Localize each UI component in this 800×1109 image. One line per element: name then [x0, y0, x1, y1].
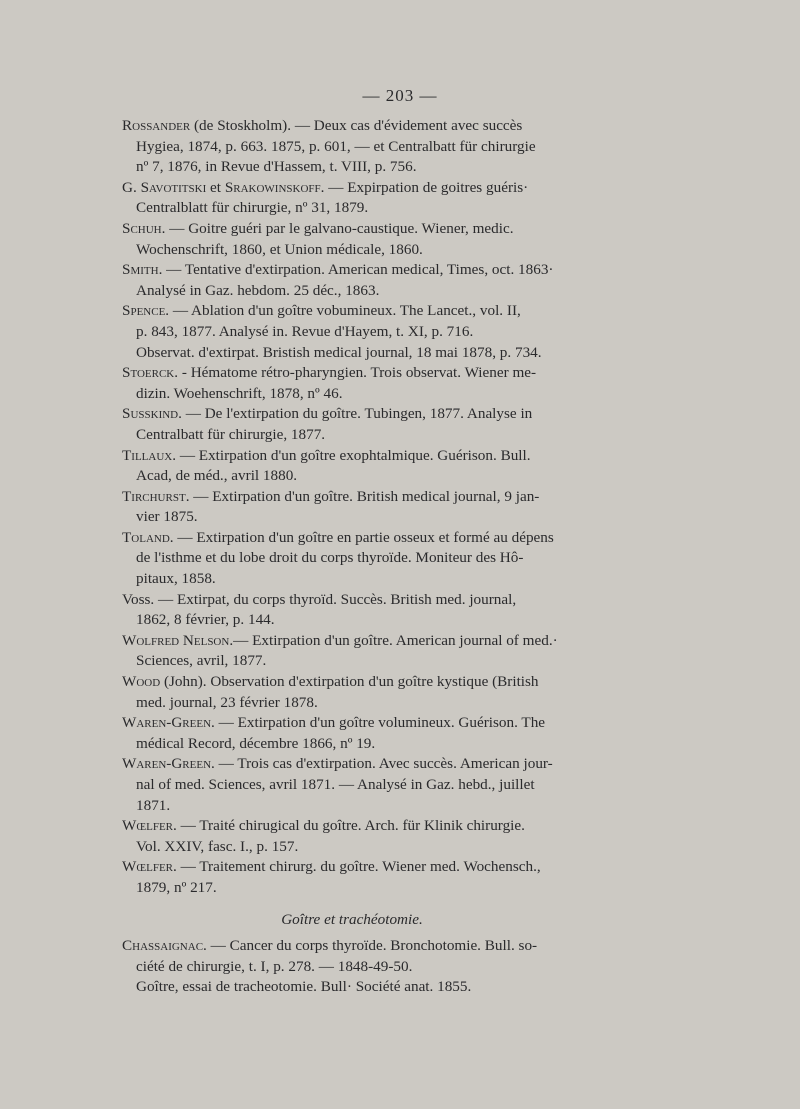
- author-name: Toland: [122, 528, 170, 546]
- entry-line: [122, 569, 582, 590]
- author-name: Waren-Green: [122, 755, 212, 773]
- bibliography-entry: [122, 178, 582, 219]
- entry-text: vier 1875.: [136, 508, 198, 526]
- author-name: Tillaux: [122, 446, 173, 464]
- entry-line: [122, 507, 582, 528]
- entry-line: [122, 977, 582, 998]
- entry-line: [122, 404, 582, 425]
- entry-text: . — Extirpation d'un goître volumineux. Guérison. The: [211, 714, 546, 732]
- entry-text: Centralblatt für chirurgie, nº 31, 1879.: [136, 199, 369, 217]
- entry-text: . - Hématome rétro-pharyngien. Trois observat. Wiener me-: [174, 364, 537, 382]
- author-name: Rossander: [122, 117, 191, 134]
- bibliography-entry: [122, 301, 582, 363]
- entry-text: . — Extirpation d'un goître exophtalmique. Guérison. Bull.: [172, 446, 531, 464]
- entry-text: ciété de chirurgie, t. I, p. 278. — 1848-49-50.: [136, 957, 413, 975]
- entry-text: Acad, de méd., avril 1880.: [136, 467, 298, 485]
- author-name: Wood: [122, 673, 161, 691]
- entry-line: [122, 548, 582, 569]
- page-number: — 203 —: [362, 86, 438, 105]
- entry-line: [122, 343, 582, 364]
- section-heading: Goître et trachéotomie.: [281, 910, 423, 928]
- bibliography-entry: [122, 219, 582, 260]
- bibliography-entry: [122, 590, 582, 631]
- entry-text: Centralbatt für chirurgie, 1877.: [136, 425, 326, 443]
- entry-line: [122, 178, 582, 199]
- entry-text: . — Traitement chirurg. du goître. Wiener med. Wochensch.,: [173, 858, 541, 876]
- author-name: Wolfred Nelson: [122, 631, 230, 649]
- entry-text: . — Goitre guéri par le galvano-caustique. Wiener, medic.: [161, 219, 514, 237]
- entry-text: 1879, nº 217.: [136, 878, 217, 896]
- bibliography-entry: [122, 528, 582, 590]
- entry-line: [122, 240, 582, 261]
- entry-text: p. 843, 1877. Analysé in. Revue d'Hayem, t. XI, p. 716.: [136, 322, 474, 340]
- entry-text: . — Extirpation d'un goître en partie osseux et formé au dépens: [169, 528, 554, 546]
- entry-line: [122, 775, 582, 796]
- entry-line: [122, 936, 582, 957]
- entry-line: [122, 384, 582, 405]
- section-entry: [122, 936, 582, 998]
- author-name: Stoerck: [122, 364, 175, 382]
- entry-text: pitaux, 1858.: [136, 570, 216, 588]
- author-name: Tirchurst: [122, 487, 186, 505]
- entry-line: [122, 590, 582, 611]
- author-name: Smith: [122, 261, 159, 279]
- entry-line: [122, 957, 582, 978]
- bibliography-entry: [122, 672, 582, 713]
- entry-line: [122, 425, 582, 446]
- author-name: Susskind: [122, 405, 179, 423]
- entry-text: Hygiea, 1874, p. 663. 1875, p. 601, — et Centralbatt für chirurgie: [136, 137, 536, 155]
- entry-text: Voss. — Extirpat, du corps thyroïd. Succès. British med. journal,: [122, 590, 517, 608]
- entry-text: 1871.: [136, 796, 171, 814]
- entry-text: dizin. Woehenschrift, 1878, nº 46.: [136, 384, 343, 402]
- entry-line: [122, 816, 582, 837]
- author-name: Savotitski: [140, 178, 207, 196]
- bibliography-entry: [122, 487, 582, 528]
- entry-line: [122, 672, 582, 693]
- entry-line: [122, 837, 582, 858]
- entry-text: Sciences, avril, 1877.: [136, 652, 267, 670]
- entry-text: . — Tentative d'extirpation. American medical, Times, oct. 1863·: [158, 261, 554, 279]
- entry-line: [122, 693, 582, 714]
- entry-line: [122, 610, 582, 631]
- entry-text: G.: [122, 178, 141, 196]
- entry-text: (de Stoskholm). — Deux cas d'évidement avec succès: [190, 117, 523, 134]
- entry-text: . — Expirpation de goitres guéris·: [320, 178, 529, 196]
- author-name: Waren-Green: [122, 714, 212, 732]
- entry-text: . — Trois cas d'extirpation. Avec succès. American jour-: [211, 755, 553, 773]
- entry-line: [122, 734, 582, 755]
- bibliography-entry: [122, 713, 582, 754]
- entry-line: [122, 157, 582, 178]
- author-name: Chassaignac: [122, 937, 204, 955]
- bibliography-entry: [122, 816, 582, 857]
- entry-text: . — Cancer du corps thyroïde. Bronchotomie. Bull. so-: [203, 937, 538, 955]
- bibliography-entry: [122, 631, 582, 672]
- entry-line: [122, 219, 582, 240]
- bibliography-entry: [122, 446, 582, 487]
- entry-line: [122, 754, 582, 775]
- entry-text: Analysé in Gaz. hebdom. 25 déc., 1863.: [136, 281, 380, 299]
- author-name: Schuh: [122, 219, 162, 237]
- bibliography-entry: [122, 754, 582, 816]
- author-name: Srakowinskoff: [224, 178, 321, 196]
- entry-line: [122, 796, 582, 817]
- entry-text: med. journal, 23 février 1878.: [136, 693, 318, 711]
- entry-line: [122, 878, 582, 899]
- entry-line: [122, 466, 582, 487]
- bibliography-entry: [122, 116, 582, 178]
- entry-line: [122, 446, 582, 467]
- entry-text: Wochenschrift, 1860, et Union médicale, 1860.: [136, 240, 423, 258]
- entry-text: Goître, essai de tracheotomie. Bull· Société anat. 1855.: [136, 978, 472, 996]
- entry-text: nº 7, 1876, in Revue d'Hassem, t. VIII, p. 756.: [136, 158, 417, 176]
- entry-text: Vol. XXIV, fasc. I., p. 157.: [136, 837, 299, 855]
- entry-line: [122, 528, 582, 549]
- entry-line: [122, 631, 582, 652]
- entry-line: [122, 713, 582, 734]
- entry-text: de l'isthme et du lobe droit du corps thyroïde. Moniteur des Hô-: [136, 549, 524, 567]
- entry-text: .— Extirpation d'un goître. American journal of med.·: [229, 631, 558, 649]
- entry-line: [122, 260, 582, 281]
- author-name: Wœlfer: [122, 858, 174, 876]
- entry-line: [122, 198, 582, 219]
- entry-line: [122, 857, 582, 878]
- entry-text: . — Traité chirugical du goître. Arch. für Klinik chirurgie.: [173, 817, 525, 835]
- entry-line: [122, 116, 582, 137]
- entry-text: nal of med. Sciences, avril 1871. — Analysé in Gaz. hebd., juillet: [136, 776, 535, 793]
- author-name: Wœlfer: [122, 817, 174, 835]
- bibliography-text: [122, 116, 582, 998]
- entry-line: [122, 651, 582, 672]
- entry-text: et: [206, 178, 225, 196]
- bibliography-entry: [122, 404, 582, 445]
- entry-text: médical Record, décembre 1866, nº 19.: [136, 734, 376, 752]
- entry-text: Observat. d'extirpat. Bristish medical journal, 18 mai 1878, p. 734.: [136, 343, 542, 361]
- bibliography-entry: [122, 260, 582, 301]
- bibliography-entry: [122, 363, 582, 404]
- entry-text: 1862, 8 février, p. 144.: [136, 611, 275, 629]
- author-name: Spence: [122, 302, 166, 320]
- entry-line: [122, 322, 582, 343]
- entry-text: . — Ablation d'un goître vobumineux. The Lancet., vol. II,: [165, 302, 521, 320]
- entry-line: [122, 137, 582, 158]
- entry-text: . — De l'extirpation du goître. Tubingen, 1877. Analyse in: [178, 405, 533, 423]
- entry-line: [122, 363, 582, 384]
- entry-line: [122, 301, 582, 322]
- entry-line: [122, 281, 582, 302]
- entry-line: [122, 487, 582, 508]
- bibliography-entry: [122, 857, 582, 898]
- entry-text: . — Extirpation d'un goître. British medical journal, 9 jan-: [185, 487, 540, 505]
- entry-text: (John). Observation d'extirpation d'un goître kystique (British: [160, 673, 539, 691]
